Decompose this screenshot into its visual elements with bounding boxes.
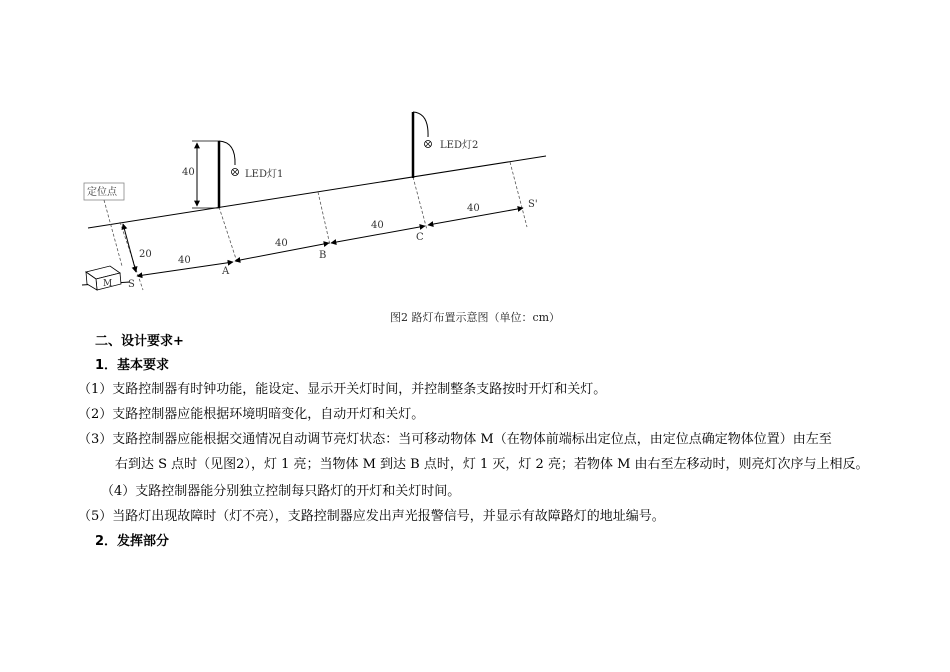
dash-a xyxy=(219,207,237,262)
requirement-2: （2）支路控制器应能根据环境明暗变化，自动开灯和关灯。 xyxy=(78,407,425,422)
requirement-5: （5）当路灯出现故障时（灯不亮），支路控制器应发出声光报警信号，并显示有故障路灯的地址编号。 xyxy=(78,509,665,524)
street-light-diagram xyxy=(0,0,950,300)
subsection-advanced: 2．发挥部分 xyxy=(95,534,170,549)
locate-point-label: 定位点 xyxy=(87,187,117,198)
locate-point-leader xyxy=(104,200,122,266)
point-c-label: C xyxy=(416,232,424,243)
offset-label: 20 xyxy=(139,249,152,260)
subsection-basic: 1．基本要求 xyxy=(95,358,170,373)
object-m-label: M xyxy=(103,279,113,289)
requirement-3-line1: （3）支路控制器应能根据交通情况自动调节亮灯状态：当可移动物体 M（在物体前端标出定位点，由定位点确定物体位置）由左至 xyxy=(78,432,832,447)
seg-c-s2-label: 40 xyxy=(467,203,480,214)
led1-label: LED灯1 xyxy=(245,169,284,180)
requirement-1: （1）支路控制器有时钟功能，能设定、显示开关灯时间，并控制整条支路按时开灯和关灯。 xyxy=(78,382,607,397)
point-s2-label: S' xyxy=(528,199,538,210)
point-b-label: B xyxy=(319,250,327,261)
dash-c xyxy=(413,177,427,230)
object-m xyxy=(86,266,121,290)
figure-caption: 图2 路灯布置示意图（单位：cm） xyxy=(389,311,561,324)
lamp-arm-2 xyxy=(413,112,428,137)
requirement-4: （4）支路控制器能分别独立控制每只路灯的开灯和关灯时间。 xyxy=(101,484,461,499)
lamp-arm-1 xyxy=(219,141,235,165)
dash-s2 xyxy=(510,162,527,227)
led2-label: LED灯2 xyxy=(440,140,479,151)
point-s-label: S xyxy=(128,279,135,290)
road-upper-edge xyxy=(88,156,546,228)
section-title: 二、设计要求+ xyxy=(95,334,184,349)
dash-b xyxy=(318,192,330,245)
point-a-label: A xyxy=(222,266,230,277)
seg-b-c-label: 40 xyxy=(371,220,384,231)
height-label: 40 xyxy=(182,167,195,178)
seg-a-b-label: 40 xyxy=(275,238,288,249)
offset-dimension xyxy=(123,224,136,272)
requirement-3-line2: 右到达 S 点时（见图2），灯 1 亮；当物体 M 到达 B 点时，灯 1 灭，灯 2 亮；若物体 M 由右至左移动时，则亮灯次序与上相反。 xyxy=(115,457,869,472)
seg-s-a-label: 40 xyxy=(178,255,191,266)
